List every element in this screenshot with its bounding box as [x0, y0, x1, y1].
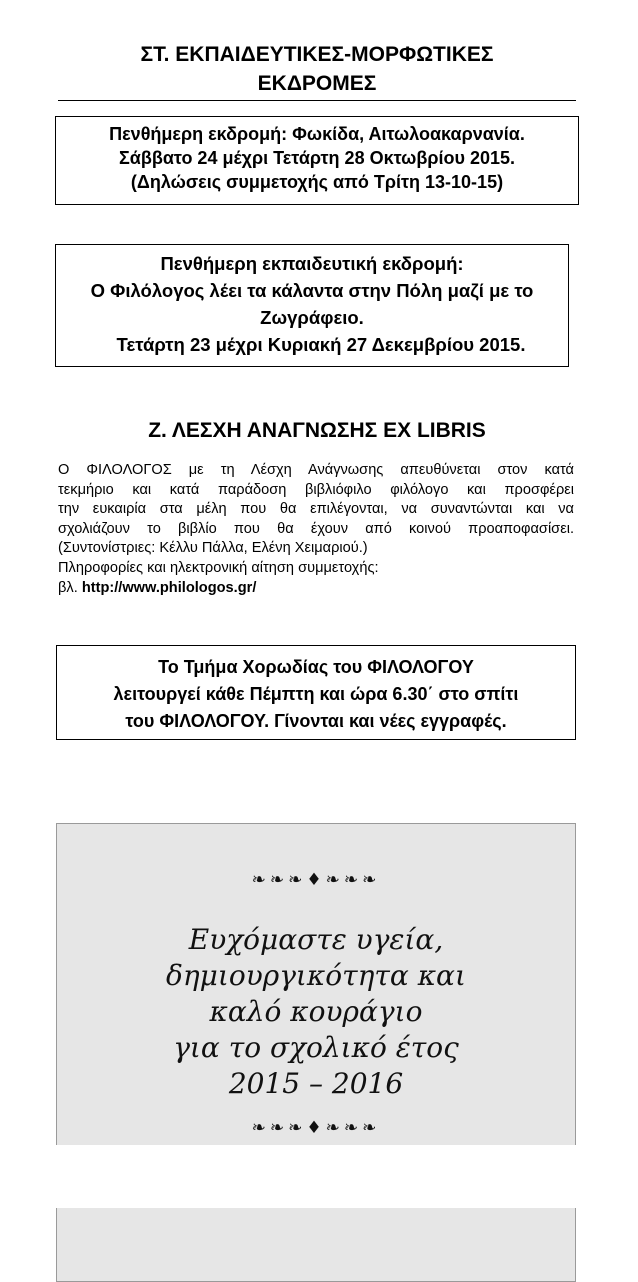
choir-line3: του ΦΙΛΟΛΟΓΟΥ. Γίνονται και νέες εγγραφές. — [125, 711, 507, 731]
wishes-line2: δημιουργικότητα και — [166, 959, 466, 992]
trip2-line3: Ζωγράφειο. — [260, 307, 364, 328]
trip2-box — [55, 244, 569, 367]
choir-line1: Το Τμήμα Χορωδίας του ΦΙΛΟΛΟΓΟΥ — [158, 657, 474, 677]
paragraph-line: τεκμήριο και κατά παράδοση βιβλιόφιλο φιλόλογο και προσφέρει — [58, 481, 574, 498]
section-title-line1: ΣΤ. ΕΚΠΑΙΔΕΥΤΙΚΕΣ-ΜΟΡΦΩΤΙΚΕΣ — [140, 43, 494, 66]
website-link[interactable]: http://www.philologos.gr/ — [81, 579, 257, 596]
link-prefix: βλ. — [58, 579, 82, 596]
trip2-line1: Πενθήμερη εκπαιδευτική εκδρομή: — [160, 253, 464, 274]
blank-panel — [56, 1145, 576, 1208]
reading-club-paragraph — [58, 461, 574, 598]
trip1-line3: (Δηλώσεις συμμετοχής από Τρίτη 13-10-15) — [130, 172, 504, 192]
trip1-box — [55, 116, 579, 205]
paragraph-line: την ευκαιρία στα μέλη που θα επιλέγονται, να συναντώνται και να — [58, 501, 574, 518]
wishes-line5: 2015 – 2016 — [228, 1067, 404, 1100]
reading-club-heading: Ζ. ΛΕΣΧΗ ΑΝΑΓΝΩΣΗΣ EX LIBRIS — [148, 419, 486, 442]
section-title — [58, 40, 576, 98]
wishes-line4: για το σχολικό έτος — [173, 1031, 459, 1064]
paragraph-line: Πληροφορίες και ηλεκτρονική αίτηση συμμετοχής: — [58, 559, 379, 576]
section-title-line2: ΕΚΔΡΟΜΕΣ — [257, 72, 377, 95]
trip2-line2: Ο Φιλόλογος λέει τα κάλαντα στην Πόλη μαζί με το — [90, 280, 534, 301]
trip2-line4: Τετάρτη 23 μέχρι Κυριακή 27 Δεκεμβρίου 2015. — [116, 334, 526, 355]
wishes-line3: καλό κουράγιο — [209, 995, 423, 1028]
ornament-top: ❧❧❧♦❧❧❧ — [251, 870, 381, 890]
website-line — [58, 579, 574, 599]
ornament-bottom: ❧❧❧♦❧❧❧ — [251, 1118, 381, 1138]
paragraph-line: σχολιάζουν το βιβλίο που θα έχουν από κοινού προαποφασίσει. — [58, 520, 574, 537]
choir-line2: λειτουργεί κάθε Πέμπτη και ώρα 6.30΄ στο σπίτι — [113, 684, 519, 704]
paragraph-line: Ο ΦΙΛΟΛΟΓΟΣ με τη Λέσχη Ανάγνωσης απευθύνεται στον κατά — [58, 462, 574, 478]
wishes-line1: Ευχόμαστε υγεία, — [188, 923, 444, 956]
title-underline — [58, 100, 576, 101]
wishes-text — [56, 922, 576, 1102]
choir-box — [56, 645, 576, 740]
paragraph-line: (Συντονίστριες: Κέλλυ Πάλλα, Ελένη Χειμαριού.) — [58, 540, 368, 557]
trip1-line2: Σάββατο 24 μέχρι Τετάρτη 28 Οκτωβρίου 2015. — [119, 148, 515, 168]
trip1-line1: Πενθήμερη εκδρομή: Φωκίδα, Αιτωλοακαρνανία. — [109, 124, 525, 144]
